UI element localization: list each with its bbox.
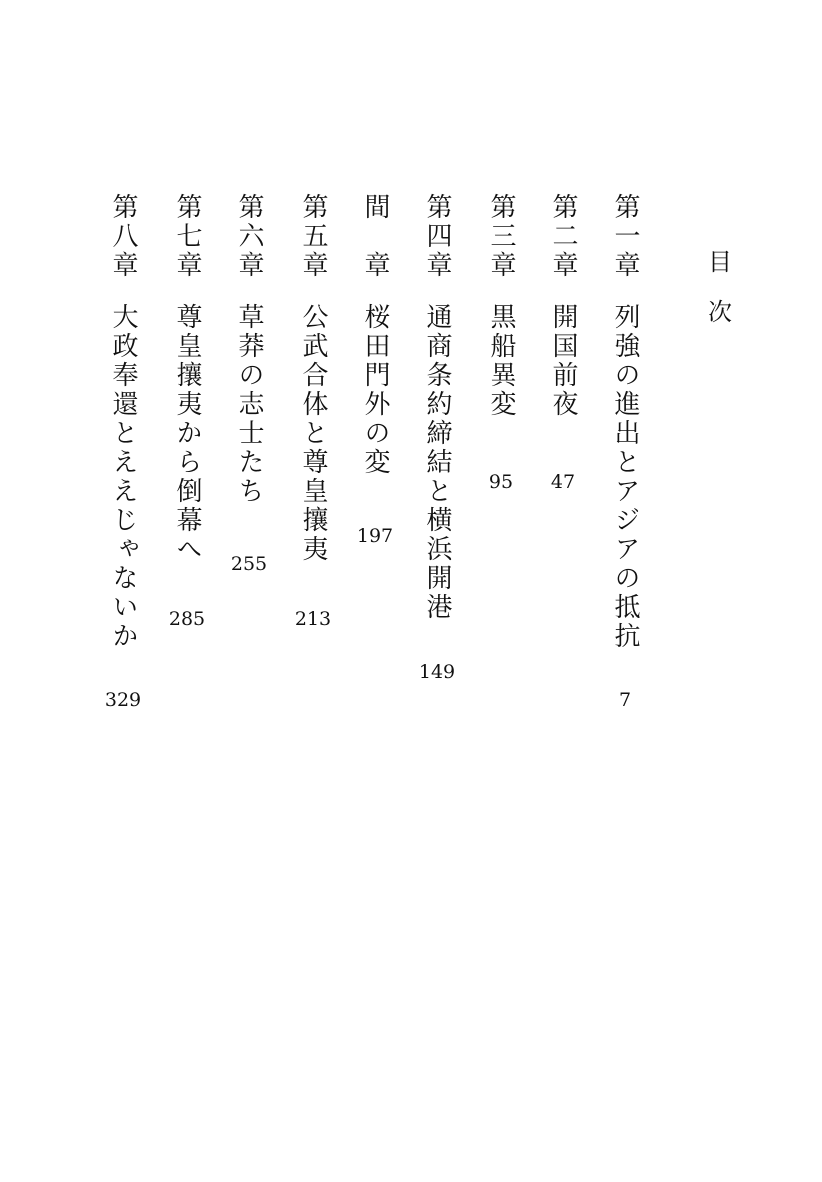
page-number: 149 — [418, 661, 456, 683]
page-number: 7 — [618, 689, 632, 711]
chapter-number: 第一章 — [610, 193, 640, 280]
chapter-title: 黒船異変 — [486, 303, 516, 419]
chapter-title: 桜田門外の変 — [360, 303, 390, 477]
chapter-number: 第三章 — [486, 193, 516, 280]
page-number: 95 — [488, 471, 514, 493]
chapter-number: 第六章 — [234, 193, 264, 280]
chapter-number: 第八章 — [108, 193, 138, 280]
chapter-title: 草莽の志士たち — [234, 303, 264, 506]
toc-entry-interlude — [358, 193, 392, 723]
toc-heading-char: 次 — [708, 298, 732, 326]
toc-entry-chapter-5 — [296, 193, 330, 723]
chapter-number: 第四章 — [422, 193, 452, 280]
chapter-title: 通商条約締結と横浜開港 — [422, 303, 452, 622]
chapter-number: 第二章 — [548, 193, 578, 280]
chapter-number: 間 章 — [360, 193, 390, 280]
chapter-title: 開国前夜 — [548, 303, 578, 419]
chapter-number: 第七章 — [172, 193, 202, 280]
toc-entry-chapter-1 — [608, 193, 642, 723]
toc-entry-chapter-8 — [106, 193, 140, 723]
chapter-number: 第五章 — [298, 193, 328, 280]
chapter-title: 公武合体と尊皇攘夷 — [298, 303, 328, 564]
page-number: 213 — [294, 608, 332, 630]
chapter-title: 尊皇攘夷から倒幕へ — [172, 303, 202, 564]
toc-heading-char: 目 — [708, 248, 732, 276]
toc-entry-chapter-3 — [484, 193, 518, 723]
page-number: 329 — [104, 689, 142, 711]
chapter-title: 列強の進出とアジアの抵抗 — [610, 303, 640, 651]
toc-entry-chapter-2 — [546, 193, 580, 723]
page-number: 47 — [550, 471, 576, 493]
toc-entry-chapter-7 — [170, 193, 204, 723]
chapter-title: 大政奉還とええじゃないか — [108, 303, 138, 651]
page-number: 285 — [168, 608, 206, 630]
page-number: 255 — [230, 553, 268, 575]
toc-entry-chapter-6 — [232, 193, 266, 723]
page-number: 197 — [356, 525, 394, 547]
toc-entry-chapter-4 — [420, 193, 454, 723]
toc-heading — [705, 250, 735, 350]
